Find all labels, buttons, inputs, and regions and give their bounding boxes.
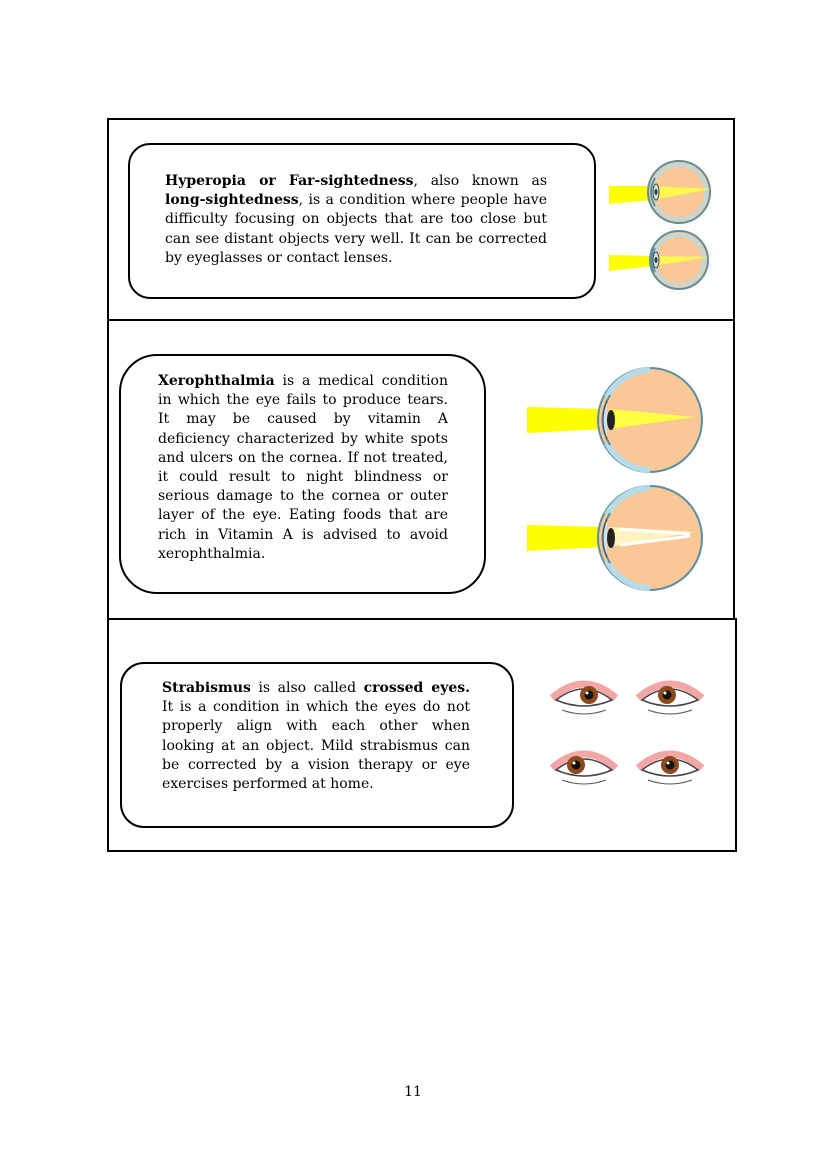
- eye-cross-section-light-rays-icon: [525, 367, 710, 592]
- eye-cross-section-light-rays-icon: [607, 160, 717, 305]
- xerophthalmia-term: Xerophthalmia: [158, 373, 275, 389]
- long-sightedness-term: long-sightedness: [165, 192, 299, 209]
- strabismus-term: Strabismus: [162, 680, 251, 696]
- xerophthalmia-text: Xerophthalmia is a medical condition in which the eye fails to produce tears. It may be caused by vitamin A deficiency characterized by white spots and ulcers on the cornea. If not treated, it could result to night blindness or serious damage to the cornea or outer layer of the eye. Eating foods that are rich in Vitamin A is advised to avoid xerophthalmia.: [158, 373, 448, 562]
- hyperopia-term: Hyperopia or Far-sightedness: [165, 173, 414, 189]
- xerophthalmia-callout: [119, 354, 486, 594]
- strabismus-panel: [107, 618, 737, 852]
- strabismus-text: Strabismus is also called crossed eyes. It is a condition in which the eyes do not properly align with each other when looking at an object. Mild strabismus can be corrected by a vision therapy or eye exercises performed at home.: [162, 680, 470, 793]
- crossed-eyes-icon: [546, 676, 711, 791]
- page-number: 11: [404, 1084, 422, 1100]
- strabismus-callout: [120, 662, 514, 828]
- crossed-eyes-term: crossed eyes.: [363, 680, 470, 696]
- hyperopia-callout: [128, 143, 596, 299]
- hyperopia-panel: [107, 118, 735, 321]
- hyperopia-text: Hyperopia or Far-sightedness, also known as long-sightedness, is a condition where people have difficulty focusing on objects that are too close but can see distant objects very well. It can be corrected by eyeglasses or contact lenses.: [165, 173, 548, 266]
- xerophthalmia-panel: [107, 319, 735, 620]
